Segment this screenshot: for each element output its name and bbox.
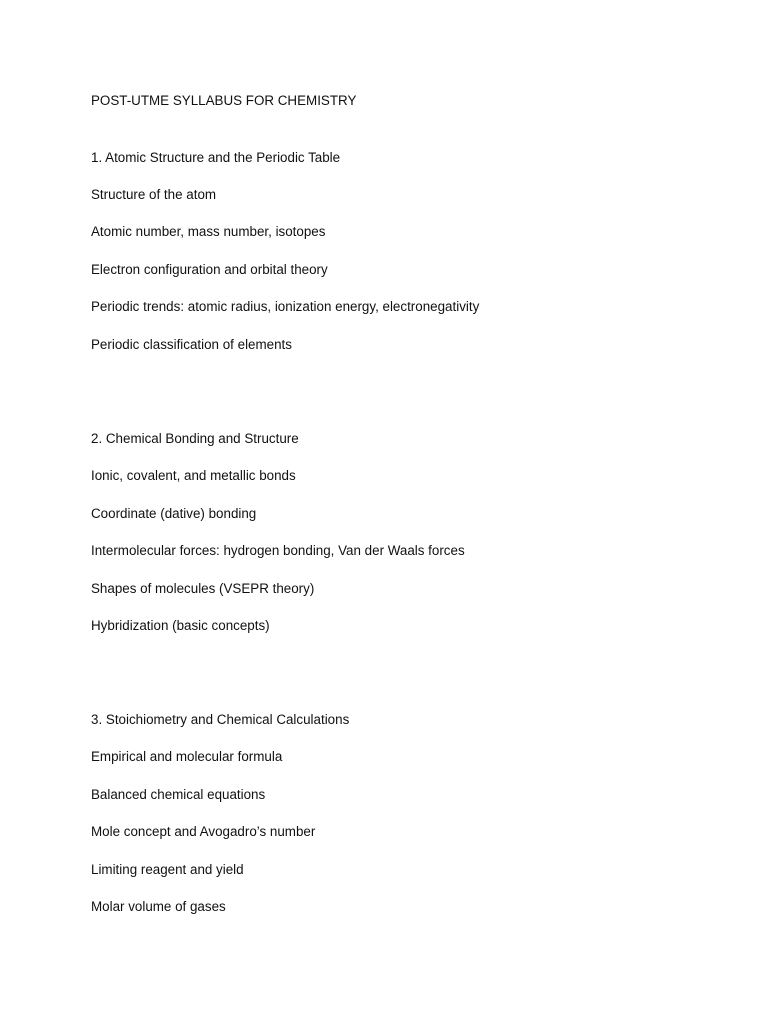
section-heading: 3. Stoichiometry and Chemical Calculations [91, 712, 350, 727]
list-item: Hybridization (basic concepts) [91, 618, 270, 633]
list-item: Atomic number, mass number, isotopes [91, 224, 326, 239]
list-item: Periodic classification of elements [91, 337, 292, 352]
list-item: Periodic trends: atomic radius, ionization energy, electronegativity [91, 299, 480, 314]
document-title: POST-UTME SYLLABUS FOR CHEMISTRY [91, 93, 357, 108]
section-heading: 2. Chemical Bonding and Structure [91, 431, 299, 446]
list-item: Limiting reagent and yield [91, 862, 244, 877]
list-item: Coordinate (dative) bonding [91, 506, 257, 521]
list-item: Empirical and molecular formula [91, 749, 283, 764]
list-item: Molar volume of gases [91, 899, 226, 914]
list-item: Electron configuration and orbital theory [91, 262, 328, 277]
list-item: Shapes of molecules (VSEPR theory) [91, 581, 315, 596]
list-item: Ionic, covalent, and metallic bonds [91, 468, 296, 483]
list-item: Structure of the atom [91, 187, 217, 202]
list-item: Intermolecular forces: hydrogen bonding, Van der Waals forces [91, 543, 465, 558]
section-heading: 1. Atomic Structure and the Periodic Table [91, 150, 341, 165]
list-item: Balanced chemical equations [91, 787, 266, 802]
list-item: Mole concept and Avogadro’s number [91, 824, 316, 839]
